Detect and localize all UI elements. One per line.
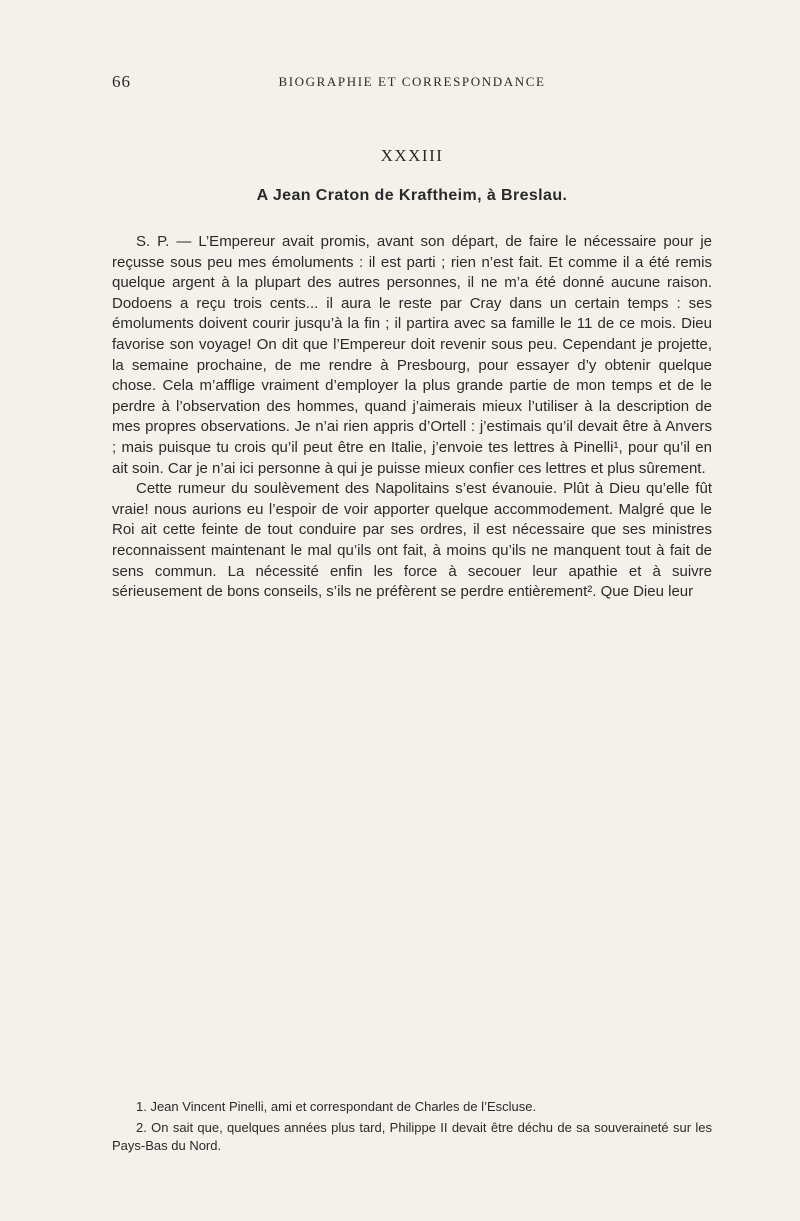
footnote: 1. Jean Vincent Pinelli, ami et correspondant de Charles de l’Escluse. bbox=[136, 1099, 537, 1114]
running-head bbox=[112, 72, 712, 96]
footnote: 2. On sait que, quelques années plus tard, Philippe II devait être déchu de sa souveraineté sur les Pays-Bas du Nord. bbox=[112, 1119, 712, 1153]
letter-body bbox=[112, 232, 712, 603]
body-paragraph: S. P. — L’Empereur avait promis, avant son départ, de faire le nécessaire pour je reçusse sous peu mes émoluments : il est parti ; rien n’est fait. Et comme il a été remis quelque argent à la plupart des autres personnes, il ne m’a été donné aucune raison. Dodoens a reçu trois cents... il aura le reste par Cray dans un certain temps : ses émoluments doivent courir jusqu’à la fin ; il partira avec sa famille le 11 de ce mois. Dieu favorise son voyage! On dit que l’Empereur doit revenir sous peu. Cependant je projette, la semaine prochaine, de me rendre à Presbourg, pour essayer d’y obtenir quelque chose. Cela m’afflige vraiment d’employer la plus grande partie de mon temps et de le perdre à l’observation des hommes, quand j’aimerais mieux l’utiliser à la description de mes propres observations. Je n’ai rien appris d’Ortell : j’estimais qu’il devait être à Anvers ; mais puisque tu crois qu’il peut être en Italie, j’envoie tes lettres à Pinelli¹, pour qu’il en ait soin. Car je n’ai ici personne à qui je puisse mieux confier ces lettres et plus sûrement. bbox=[112, 233, 712, 477]
letter-heading: A Jean Craton de Kraftheim, à Breslau. bbox=[256, 187, 568, 204]
footnotes bbox=[112, 1098, 712, 1156]
letter-number: XXXIII bbox=[380, 146, 444, 165]
page-number: 66 bbox=[112, 72, 131, 91]
running-head-title: BIOGRAPHIE ET CORRESPONDANCE bbox=[278, 74, 546, 89]
body-paragraph: Cette rumeur du soulèvement des Napolitains s’est évanouie. Plût à Dieu qu’elle fût vraie! nous aurions eu l’espoir de voir apporter quelque accommodement. Malgré que le Roi ait cette feinte de tout conduire par ses ordres, il est nécessaire que ses ministres reconnaissent maintenant le mal qu’ils ont fait, à moins qu’ils ne manquent tout à fait de sens commun. La nécessité enfin les force à secouer leur apathie et à suivre sérieusement de bons conseils, s’ils ne préfèrent se perdre entièrement². Que Dieu leur bbox=[112, 480, 712, 601]
